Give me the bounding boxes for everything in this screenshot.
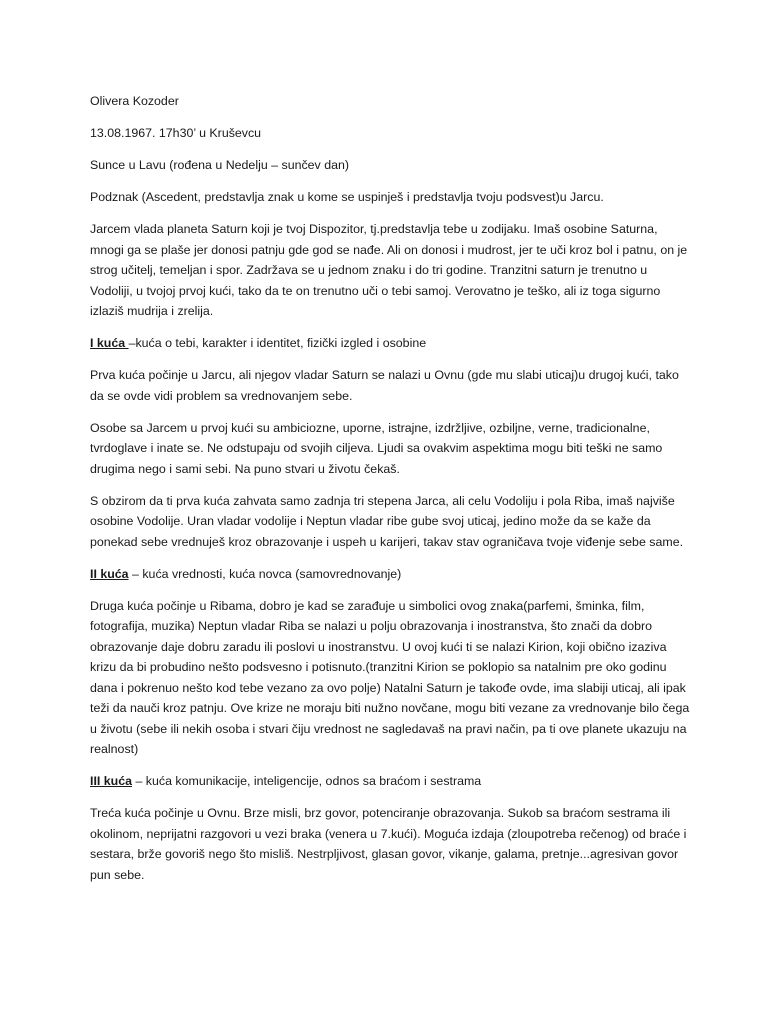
house-2-paragraph: Druga kuća počinje u Ribama, dobro je kad se zarađuje u simbolici ovog znaka(parfemi, šminka, film, fotografija, muzika) Neptun vladar Riba se nalazi u polju obrazovanja i inostranstva, što znači da dobro obrazovanje daje dobru zaradu ili poslovi u inostranstvu. U ovoj kući ti se nalazi Kirion, koji obično izaziva krizu da bi probudino nešto podsvesno i potisnuto.(tranzitni Kirion se poklopio sa natalnim pre oko godinu dana i pokrenuo nešto kod tebe vezano za ovo polje) Natalni Saturn je takođe ovde, ima slabiji uticaj, ali ipak teži da nauči kroz patnju. Ove krize ne moraju biti nužno novčane, mogu biti vezane za vrednovanje bilo čega u životu (sebe ili nekih osoba i stvari čiju vrednost ne sagledavaš na pravi način, pa ti ove planete ukazuju na realnost) bbox=[90, 598, 690, 756]
ascendant-info: Podznak (Ascedent, predstavlja znak u kome se uspinješ i predstavlja tvoju podsvest)u Jarcu. bbox=[90, 190, 604, 204]
house-2-label: II kuća bbox=[90, 566, 129, 581]
house-1-paragraph: Osobe sa Jarcem u prvoj kući su ambiciozne, uporne, istrajne, izdržljive, ozbiljne, verne, tradicionalne, tvrdoglave i inate se. Ne odstupaju od svojih ciljeva. Ljudi sa ovakvim aspektima mogu biti teški ne samo drugima nego i sami sebi. Na puno stvari u životu čekaš. bbox=[90, 420, 663, 476]
person-name: Olivera Kozoder bbox=[90, 94, 179, 108]
house-3-label: III kuća bbox=[90, 774, 133, 788]
house-1-heading bbox=[90, 333, 690, 354]
birth-info: 13.08.1967. 17h30’ u Kruševcu bbox=[90, 126, 262, 140]
sun-sign: Sunce u Lavu (rođena u Nedelju – sunčev dan) bbox=[90, 158, 349, 172]
house-2-heading bbox=[90, 564, 690, 585]
house-3-paragraph: Treća kuća počinje u Ovnu. Brze misli, brz govor, potenciranje obrazovanja. Sukob sa braćom sestrama ili okolinom, neprijatni razgovori u vezi braka (venera u 7.kući). Moguća izdaja (zloupotreba rečenog) od braće i sestara, brže govoriš nego što misliš. Nestrpljivost, glasan govor, vikanje, galama, pretnje...agresivan govor pun sebe. bbox=[90, 806, 687, 882]
house-1-paragraph: Prva kuća počinje u Jarcu, ali njegov vladar Saturn se nalazi u Ovnu (gde mu slabi uticaj)u drugoj kući, tako da se ovde vidi problem sa vrednovanjem sebe. bbox=[90, 368, 679, 403]
house-1-title: –kuća o tebi, karakter i identitet, fizički izgled i osobine bbox=[128, 336, 427, 350]
house-1-label: I kuća bbox=[90, 336, 129, 350]
house-1-paragraph: S obzirom da ti prva kuća zahvata samo zadnja tri stepena Jarca, ali celu Vodoliju i pola Riba, imaš najviše osobine Vodolije. Uran vladar vodolije i Neptun vladar ribe gube svoj uticaj, jedino može da se kaže da ponekad sebe vrednuješ kroz obrazovanje i uspeh u karijeri, takav stav ograničava tvoje viđenje sebe same. bbox=[90, 493, 684, 549]
house-2-title: – kuća vrednosti, kuća novca (samovrednovanje) bbox=[128, 566, 402, 581]
document-body bbox=[90, 91, 690, 897]
house-3-title: – kuća komunikacije, inteligencije, odnos sa braćom i sestrama bbox=[132, 774, 482, 788]
saturn-paragraph: Jarcem vlada planeta Saturn koji je tvoj Dispozitor, tj.predstavlja tebe u zodijaku. Imaš osobine Saturna, mnogi ga se plaše jer donosi patnju gde god se nađe. Ali on donosi i mudrost, jer te uči kroz bol i patnu, on je strog učitelj, temeljan i spor. Zadržava se u jednom znaku i do tri godine. Tranzitni saturn je trenutno u Vodoliji, u tvojoj prvoj kući, tako da te on trenutno uči o tebi samoj. Verovatno je teško, ali iz toga sigurno izlaziš mudrija i zrelija. bbox=[90, 222, 688, 318]
house-3-heading bbox=[90, 771, 690, 792]
